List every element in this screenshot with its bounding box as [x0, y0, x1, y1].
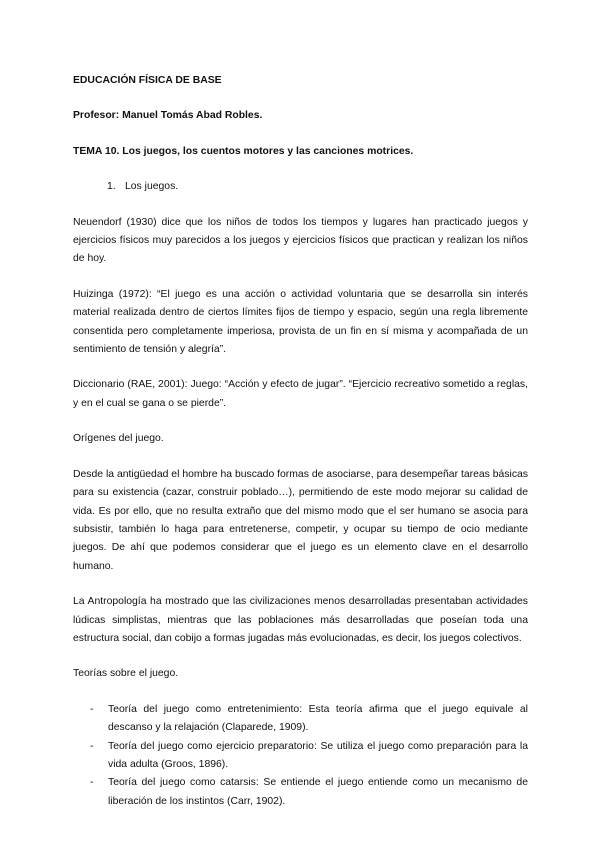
- paragraph-neuendorf: Neuendorf (1930) dice que los niños de todos los tiempos y lugares han practicado juegos y ejercicios físicos muy parecidos a los juegos y ejercicios físicos que practican y realizan los niños de hoy.: [73, 216, 528, 265]
- heading-origenes: Orígenes del juego.: [73, 433, 164, 445]
- bullet-dash: -: [90, 703, 94, 715]
- document-page: [73, 72, 528, 811]
- professor-line: Profesor: Manuel Tomás Abad Robles.: [73, 110, 263, 122]
- list-item: [73, 701, 528, 738]
- paragraph-antropologia: La Antropología ha mostrado que las civilizaciones menos desarrolladas presentaban actividades lúdicas simplistas, mientras que las poblaciones más desarrolladas que poseían toda una estructura social, dan cobijo a formas jugadas más evolucionadas, es decir, los juegos colectivos.: [73, 596, 528, 644]
- heading-teorias: Teorías sobre el juego.: [73, 668, 179, 680]
- section-title: Los juegos.: [125, 181, 179, 193]
- theory-text: Teoría del juego como entretenimiento: Esta teoría afirma que el juego equivale al descanso y la relajación (Claparede, 1909).: [108, 703, 528, 734]
- paragraph-huizinga: Huizinga (1972): “El juego es una acción o actividad voluntaria que se desarrolla sin interés material realizada dentro de ciertos límites fijos de tiempo y espacio, según una regla libremente consentida pero completamente imperiosa, provista de un fin en sí misma y acompañada de un sentimiento de tensión y alegría”.: [73, 288, 528, 356]
- paragraph-diccionario: Diccionario (RAE, 2001): Juego: “Acción y efecto de jugar”. “Ejercicio recreativo sometido a reglas, y en el cual se gana o se pierde”.: [73, 379, 528, 409]
- theories-list: [73, 701, 528, 811]
- list-item: [73, 774, 528, 811]
- topic-title: TEMA 10. Los juegos, los cuentos motores y las canciones motrices.: [73, 145, 414, 157]
- bullet-dash: -: [90, 740, 94, 752]
- section-number: 1.: [107, 181, 116, 193]
- section-heading: [73, 178, 528, 196]
- bullet-dash: -: [90, 777, 94, 789]
- theory-text: Teoría del juego como catarsis: Se entiende el juego entiende como un mecanismo de liberación de los instintos (Carr, 1902).: [108, 777, 528, 807]
- paragraph-antiguedad: Desde la antigüedad el hombre ha buscado formas de asociarse, para desempeñar tareas básicas para su existencia (cazar, construir poblado…), permitiendo de este modo mejorar su calidad de vida. Es por ello, que no resulta extraño que del mismo modo que el ser humano se asocia para subsistir, también lo haga para entretenerse, competir, y ocupar su tiempo de ocio mediante juegos. De ahí que podemos considerar que el juego es un elemento clave en el desarrollo humano.: [73, 468, 528, 572]
- theory-text: Teoría del juego como ejercicio preparatorio: Se utiliza el juego como preparación para la vida adulta (Groos, 1896).: [108, 740, 528, 770]
- list-item: [73, 738, 528, 775]
- course-title: EDUCACIÓN FÍSICA DE BASE: [73, 75, 222, 86]
